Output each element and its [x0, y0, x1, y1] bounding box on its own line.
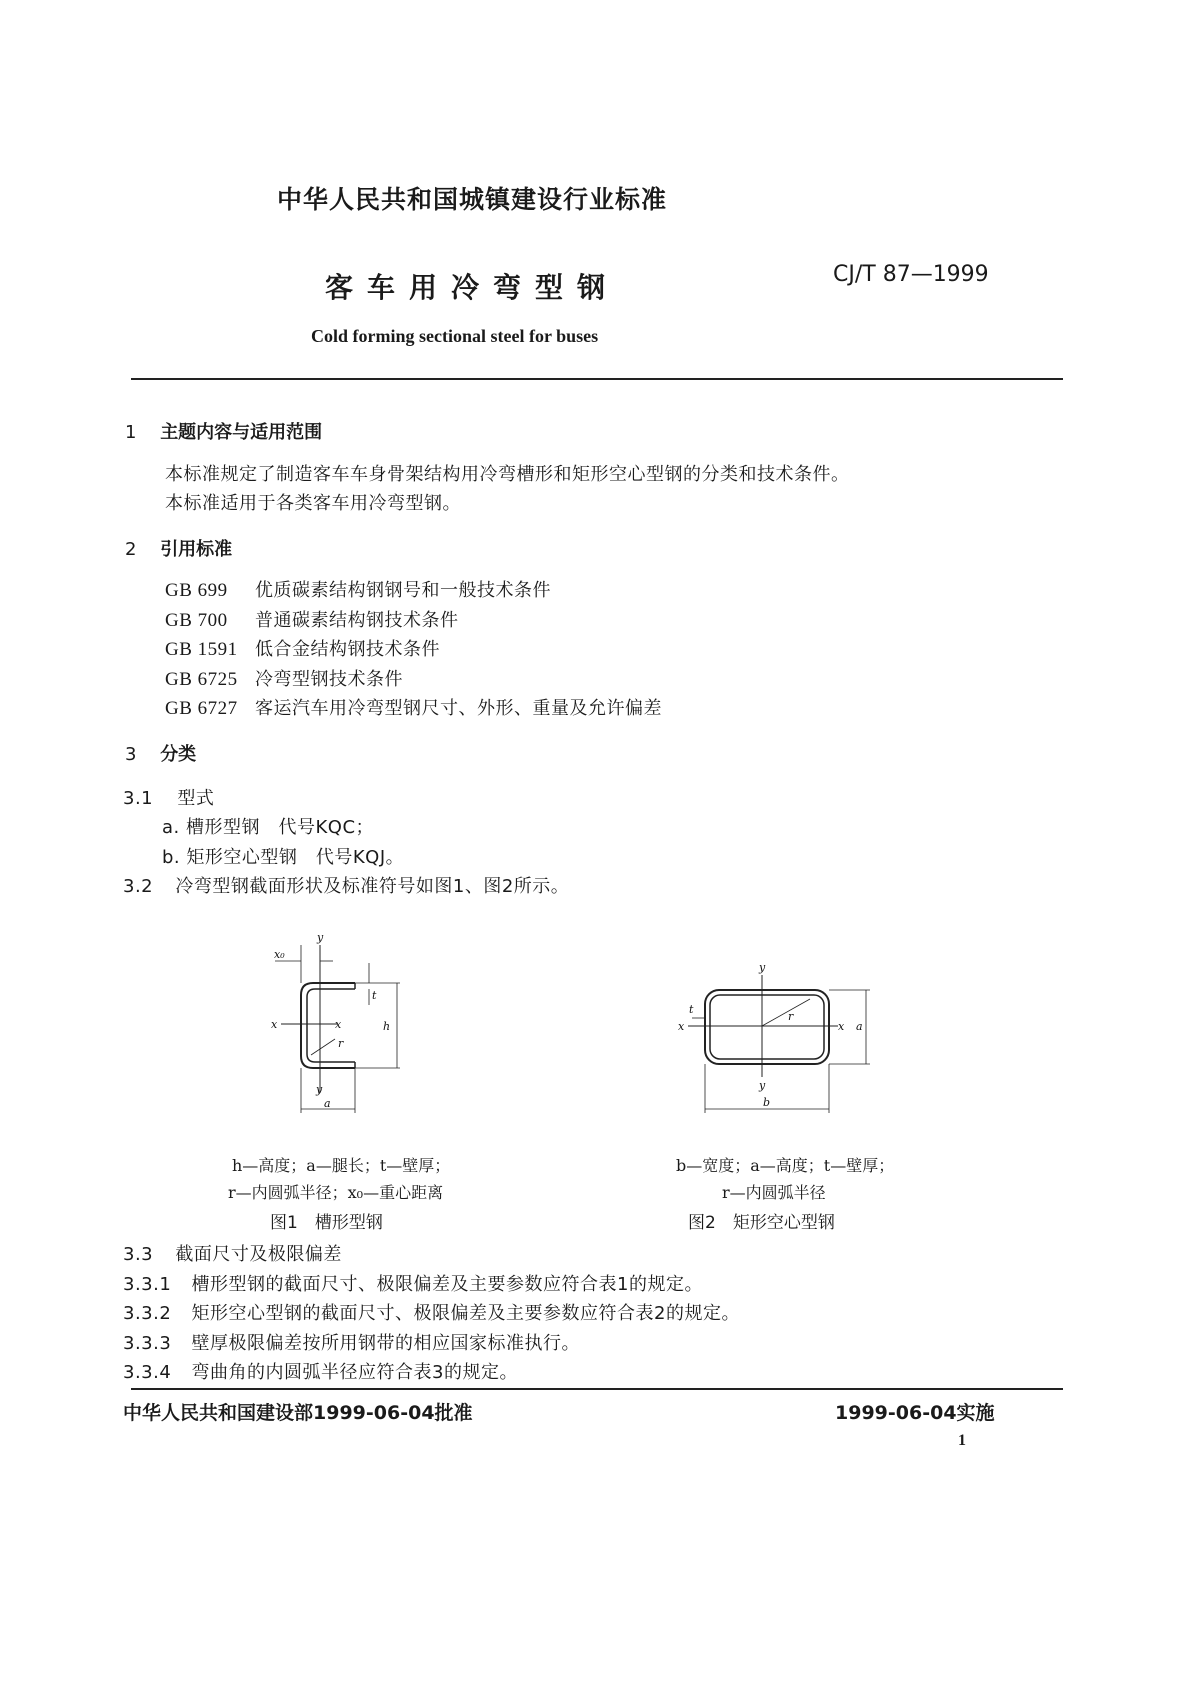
reference-code: GB 699: [165, 580, 228, 601]
clause-number: 3.1: [123, 788, 154, 809]
label-x: x: [678, 1020, 685, 1033]
clause-3-3-4: [123, 1358, 518, 1384]
header-rule: [131, 378, 1063, 380]
label-a: a: [856, 1020, 863, 1033]
reference-title: 客运汽车用冷弯型钢尺寸、外形、重量及允许偏差: [255, 698, 662, 719]
reference-item: [165, 606, 662, 636]
label-x: x: [838, 1020, 845, 1033]
implementation-line: 1999-06-04实施: [835, 1402, 995, 1424]
reference-code: GB 6725: [165, 668, 238, 690]
label-r: r: [788, 1010, 794, 1023]
figure-2-title: 图2 矩形空心型钢: [688, 1213, 835, 1233]
reference-item: [165, 694, 662, 724]
reference-item: [165, 635, 662, 665]
clause-number: 3.3: [123, 1244, 154, 1265]
reference-title: 低合金结构钢技术条件: [255, 639, 440, 660]
reference-item: [165, 665, 662, 695]
list-item: b. 矩形空心型钢 代号KQJ。: [162, 847, 405, 868]
clause-number: 3.3.2: [123, 1303, 172, 1324]
label-y: y: [316, 1083, 323, 1096]
section-2-heading: [125, 535, 232, 561]
channel-outer-edge: [301, 983, 355, 1068]
section-number: 3: [125, 744, 137, 765]
tube-outer-edge: [705, 990, 829, 1064]
section-title: 引用标准: [160, 539, 233, 560]
clause-3-3: [123, 1240, 342, 1266]
approval-line: 中华人民共和国建设部1999-06-04批准: [123, 1402, 473, 1424]
issuing-organization: 中华人民共和国城镇建设行业标准: [277, 185, 668, 214]
figure-1-legend: h—高度；a—腿长；t—壁厚；: [232, 1156, 451, 1175]
section-number: 1: [125, 422, 137, 443]
clause-number: 3.3.3: [123, 1333, 172, 1354]
clause-number: 3.3.4: [123, 1362, 172, 1383]
section-1-heading: [125, 418, 322, 444]
clause-number: 3.3.1: [123, 1274, 172, 1295]
label-y: y: [759, 961, 766, 974]
reference-title: 冷弯型钢技术条件: [255, 668, 403, 690]
document-title: 客车用冷弯型钢: [325, 271, 620, 304]
clause-text: 截面尺寸及极限偏差: [175, 1244, 342, 1265]
english-title: Cold forming sectional steel for buses: [311, 326, 599, 346]
page-number: 1: [958, 1432, 966, 1449]
clause-number: 3.2: [123, 876, 154, 897]
label-r: r: [338, 1037, 344, 1050]
clause-3-1: [123, 784, 214, 810]
section-number: 2: [125, 539, 137, 560]
label-b: b: [763, 1096, 771, 1109]
list-item: a. 槽形型钢 代号KQC；: [162, 817, 375, 838]
clause-text: 槽形型钢的截面尺寸、极限偏差及主要参数应符合表1的规定。: [191, 1274, 703, 1295]
label-x0: x₀: [274, 948, 285, 961]
clause-text: 矩形空心型钢的截面尺寸、极限偏差及主要参数应符合表2的规定。: [191, 1303, 740, 1324]
paragraph: 本标准适用于各类客车用冷弯型钢。: [165, 493, 461, 514]
clause-title: 型式: [177, 788, 215, 809]
tube-inner-edge: [710, 995, 824, 1059]
label-t: t: [689, 1003, 694, 1016]
label-x: x: [335, 1018, 342, 1031]
section-title: 分类: [160, 744, 197, 765]
figure-1-title: 图1 槽形型钢: [270, 1213, 383, 1233]
reference-code: GB 700: [165, 609, 228, 631]
label-y: y: [317, 931, 324, 944]
standard-code: CJ/T 87—1999: [833, 262, 989, 287]
reference-item: [165, 576, 662, 606]
clause-text: 弯曲角的内圆弧半径应符合表3的规定。: [191, 1362, 518, 1383]
section-3-heading: [125, 740, 196, 766]
figure-2-rectangular-section: [670, 955, 890, 1120]
reference-code: GB 1591: [165, 639, 238, 660]
clause-3-3-3: [123, 1329, 580, 1355]
section-title: 主题内容与适用范围: [160, 422, 323, 443]
label-x: x: [271, 1018, 278, 1031]
figure-1-channel-section: [255, 925, 455, 1125]
reference-list: [165, 576, 662, 724]
label-a: a: [324, 1097, 331, 1110]
figure-2-legend: b—宽度；a—高度；t—壁厚；: [676, 1156, 895, 1175]
clause-3-2: [123, 872, 569, 898]
paragraph: 本标准规定了制造客车车身骨架结构用冷弯槽形和矩形空心型钢的分类和技术条件。: [165, 464, 850, 485]
label-y: y: [759, 1079, 766, 1092]
figure-2-legend: r—内圆弧半径: [722, 1183, 826, 1202]
label-h: h: [383, 1020, 391, 1033]
reference-title: 普通碳素结构钢技术条件: [255, 609, 459, 631]
r-leader: [311, 1039, 335, 1055]
r-leader: [762, 999, 810, 1026]
reference-code: GB 6727: [165, 698, 238, 719]
channel-inner-edge: [307, 989, 355, 1062]
reference-title: 优质碳素结构钢钢号和一般技术条件: [255, 580, 551, 601]
footer-rule: [131, 1388, 1063, 1390]
clause-3-3-1: [123, 1270, 703, 1296]
clause-3-3-2: [123, 1299, 740, 1325]
clause-text: 壁厚极限偏差按所用钢带的相应国家标准执行。: [191, 1333, 581, 1354]
label-t: t: [372, 989, 377, 1002]
figure-1-legend: r—内圆弧半径；x₀—重心距离: [228, 1183, 444, 1202]
clause-text: 冷弯型钢截面形状及标准符号如图1、图2所示。: [175, 876, 570, 897]
